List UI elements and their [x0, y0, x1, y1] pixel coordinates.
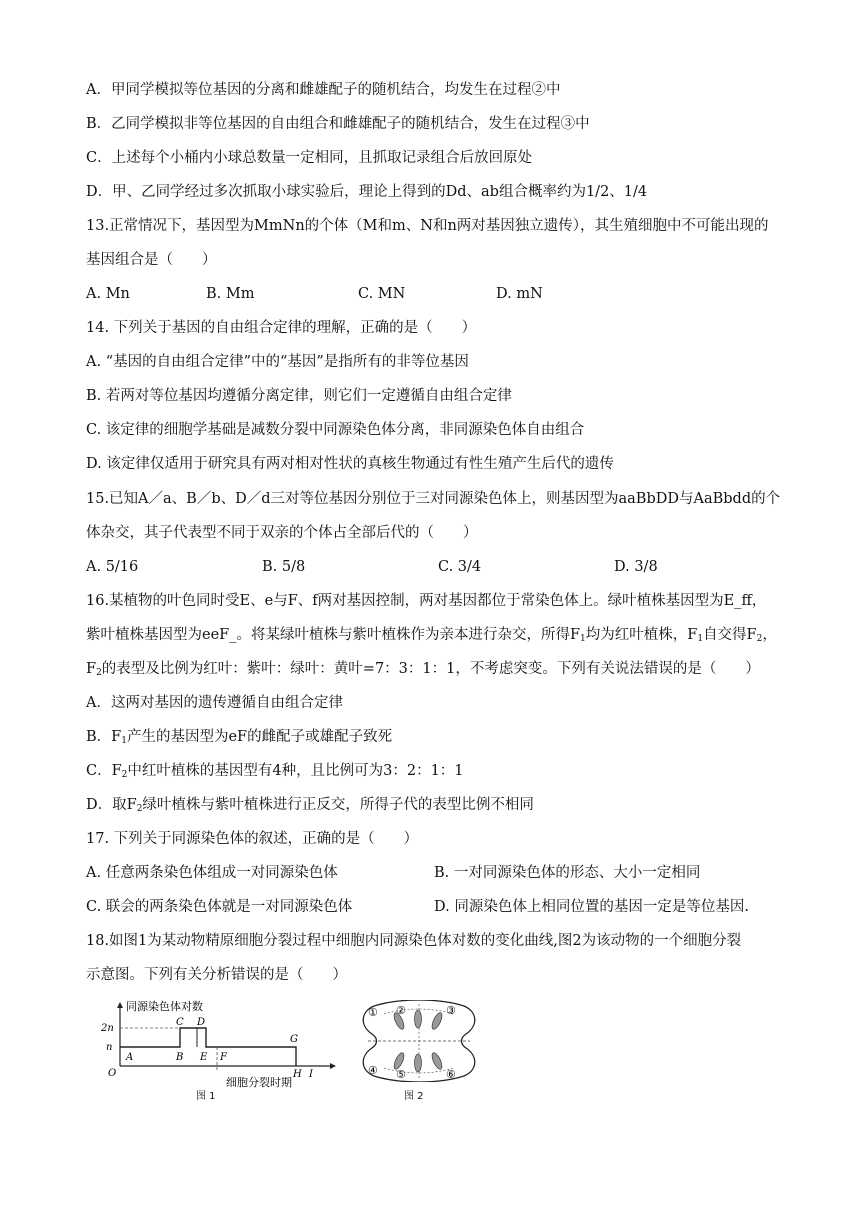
subscript: 1 — [121, 736, 127, 746]
q13-stem-line2: 基因组合是（ ） — [86, 252, 217, 268]
point-f: F — [220, 1052, 227, 1063]
q15-option-d: D. 3/8 — [614, 559, 658, 575]
q16-option-c-part2: 中红叶植株的基因型有4种，且比例可为3：2：1：1 — [127, 763, 464, 779]
q13-option-b: B. Mm — [206, 286, 255, 302]
q14-option-d: D. 该定律仅适用于研究具有两对相对性状的真核生物通过有性生殖产生后代的遗传 — [86, 456, 614, 472]
pair-count-curve — [120, 1028, 296, 1066]
point-d: D — [197, 1017, 206, 1028]
point-h: H — [293, 1069, 302, 1080]
q16-stem-line2-part1: 紫叶植株基因型为eeF_。将某绿叶植株与紫叶植株作为亲本进行杂交，所得F — [86, 627, 581, 643]
chromosome — [415, 1054, 422, 1072]
q15-stem-line1: 15.已知A／a、B／b、D／d三对等位基因分别位于三对同源染色体上，则基因型为aaBbDD与AaBbdd的个 — [86, 491, 781, 507]
q18-stem-line2: 示意图。下列有关分析错误的是（ ） — [86, 967, 347, 983]
q17-stem: 17. 下列关于同源染色体的叙述，正确的是（ ） — [86, 831, 419, 847]
subscript: 2 — [121, 770, 128, 780]
figure-2-dividing-cell — [354, 1000, 484, 1082]
point-a: A — [126, 1052, 134, 1063]
y-tick-2n: 2n — [101, 1023, 114, 1034]
subscript: 2 — [756, 634, 763, 644]
q12-option-d: D．甲、乙同学经过多次抓取小球实验后，理论上得到的Dd、ab组合概率约为1/2、1/4 — [86, 184, 648, 200]
q16-stem-line3 — [86, 659, 760, 683]
figure-1-caption: 图 1 — [196, 1091, 216, 1102]
label-5: ⑤ — [396, 1068, 406, 1081]
subscript: 1 — [580, 634, 586, 644]
q16-option-d-part1: D．取F — [86, 797, 137, 813]
q15-stem-line2: 体杂交，其子代表型不同于双亲的个体占全部后代的（ ） — [86, 525, 478, 541]
point-i: I — [309, 1069, 313, 1080]
q15-option-a: A. 5/16 — [86, 559, 139, 575]
q12-option-a: A．甲同学模拟等位基因的分离和雌雄配子的随机结合，均发生在过程②中 — [86, 82, 561, 98]
q17-option-b: B. 一对同源染色体的形态、大小一定相同 — [434, 865, 701, 881]
origin-label: O — [108, 1068, 117, 1079]
label-2: ② — [396, 1004, 406, 1017]
q14-option-c: C. 该定律的细胞学基础是减数分裂中同源染色体分离，非同源染色体自由组合 — [86, 422, 585, 438]
subscript: 1 — [697, 634, 704, 644]
point-b: B — [176, 1052, 184, 1063]
q17-option-c: C. 联会的两条染色体就是一对同源染色体 — [86, 899, 353, 915]
q16-option-c-part1: C．F — [86, 763, 122, 779]
q16-option-a: A．这两对基因的遗传遵循自由组合定律 — [86, 695, 343, 711]
x-axis-arrow — [330, 1063, 336, 1069]
q16-stem-line2-part4: ， — [762, 627, 777, 643]
q16-stem-line3-part1: F — [86, 661, 97, 677]
subscript: 2 — [96, 668, 102, 678]
q14-option-b: B. 若两对等位基因均遵循分离定律，则它们一定遵循自由组合定律 — [86, 388, 512, 404]
point-c: C — [176, 1017, 184, 1028]
y-tick-n: n — [106, 1042, 113, 1053]
subscript: 2 — [136, 804, 143, 814]
q16-option-d-part2: 绿叶植株与紫叶植株进行正反交，所得子代的表型比例不相同 — [142, 797, 534, 813]
figure-1-chromosome-pair-graph — [100, 1000, 340, 1100]
q13-option-a: A. Mn — [86, 286, 130, 302]
q16-stem-line1: 16.某植物的叶色同时受E、e与F、f两对基因控制，两对基因都位于常染色体上。绿叶植株基因型为E_ff， — [86, 593, 767, 609]
label-1: ① — [368, 1006, 378, 1019]
q16-option-d — [86, 795, 534, 819]
q17-option-a: A. 任意两条染色体组成一对同源染色体 — [86, 865, 338, 881]
q14-stem: 14. 下列关于基因的自由组合定律的理解，正确的是（ ） — [86, 320, 477, 336]
x-axis-label: 细胞分裂时期 — [226, 1076, 292, 1089]
q16-option-b-part1: B．F — [86, 729, 122, 745]
q12-option-b: B．乙同学模拟非等位基因的自由组合和雌雄配子的随机结合，发生在过程③中 — [86, 116, 590, 132]
q16-stem-line3-part2: 的表型及比例为红叶：紫叶：绿叶：黄叶=7：3：1：1，不考虑突变。下列有关说法错误的是（ ） — [101, 661, 760, 677]
q16-option-b-part2: 产生的基因型为eF的雌配子或雄配子致死 — [126, 729, 393, 745]
q15-option-c: C. 3/4 — [438, 559, 482, 575]
q13-option-c: C. MN — [358, 286, 406, 302]
label-6: ⑥ — [446, 1068, 456, 1081]
q13-option-d: D. mN — [496, 286, 543, 302]
q16-option-b — [86, 727, 392, 751]
chromosome — [415, 1010, 422, 1028]
label-3: ③ — [446, 1004, 456, 1017]
q16-option-c — [86, 761, 464, 785]
q17-option-d: D. 同源染色体上相同位置的基因一定是等位基因. — [434, 899, 749, 915]
q13-stem-line1: 13.正常情况下，基因型为MmNn的个体（M和m、N和n两对基因独立遗传），其生殖细胞中不可能出现的 — [86, 218, 769, 234]
figure-2-caption: 图 2 — [404, 1091, 424, 1102]
q16-stem-line2-part3: 自交得F — [703, 627, 757, 643]
q18-stem-line1: 18.如图1为某动物精原细胞分裂过程中细胞内同源染色体对数的变化曲线,图2为该动物的一个细胞分裂 — [86, 933, 742, 949]
y-axis-arrow — [117, 1002, 123, 1008]
q15-option-b: B. 5/8 — [262, 559, 306, 575]
q14-option-a: A. “基因的自由组合定律”中的“基因”是指所有的非等位基因 — [86, 354, 469, 370]
label-4: ④ — [368, 1064, 378, 1077]
q12-option-c: C．上述每个小桶内小球总数量一定相同，且抓取记录组合后放回原处 — [86, 150, 533, 166]
y-axis-label: 同源染色体对数 — [126, 1000, 203, 1013]
point-g: G — [290, 1034, 298, 1045]
q16-stem-line2 — [86, 625, 777, 649]
point-e: E — [200, 1052, 208, 1063]
q16-stem-line2-part2: 均为红叶植株，F — [585, 627, 698, 643]
